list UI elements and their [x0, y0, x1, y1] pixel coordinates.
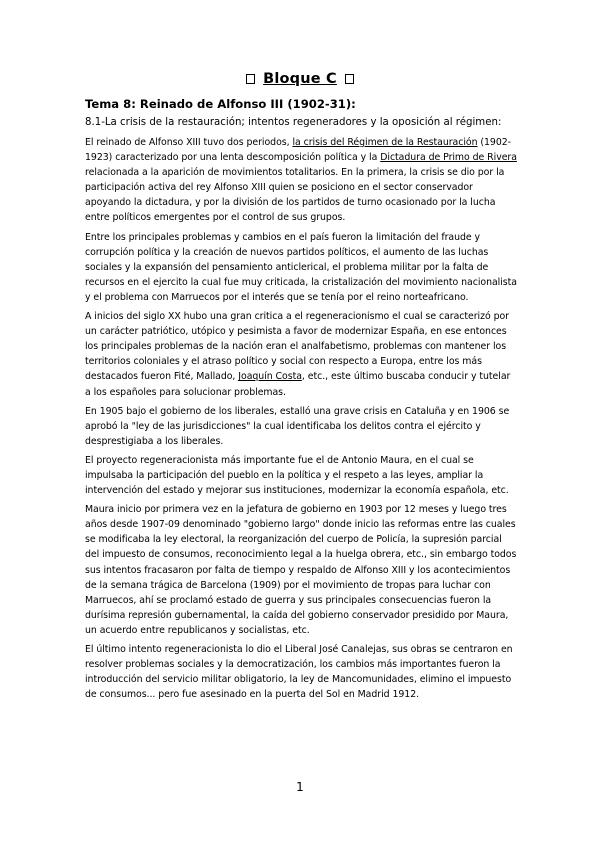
section-heading: Tema 8: Reinado de Alfonso III (1902-31): — [85, 97, 356, 111]
checkbox-glyph-icon — [246, 74, 255, 84]
paragraph-text: , etc., este último buscaba conducir y tutelar a los españoles para solucionar problemas. — [85, 371, 511, 398]
paragraph-text: El reinado de Alfonso XIII tuvo dos periodos, — [85, 137, 293, 148]
paragraph: Entre los principales problemas y cambios en el país fueron la limitación del fraude y corrupción política y la creación de nuevos partidos políticos, el aumento de las luchas sociales y la expansión del pensamiento anticlerical, el problema militar por la falta de recursos en el ejercito la cual fue muy criticada, la cristalización del movimiento nacionalista y el problema con Marruecos por el interés que se tenía por el reino norteafricano. — [85, 231, 517, 303]
underlined-term: Dictadura de Primo de Rivera — [380, 152, 517, 164]
underlined-term: la crisis del Régimen de la Restauración — [292, 137, 478, 148]
checkbox-glyph-icon — [345, 74, 354, 84]
title-text: Bloque C — [263, 71, 337, 87]
paragraph: En 1905 bajo el gobierno de los liberales, estalló una grave crisis en Cataluña y en 1906 se aprobó la "ley de las jurisdicciones" la cual identificaba los delitos contra el ejército y desprestigiaba a los liberales. — [85, 405, 510, 447]
paragraph: El último intento regeneracionista lo dio el Liberal José Canalejas, sus obras se centraron en resolver problemas sociales y la democratización, los cambios más importantes fueron la introducción del servicio militar obligatorio, la ley de Mancomunidades, elimino el impuesto de consumos... pero fue asesinado en la puerta del Sol en Madrid 1912. — [85, 644, 513, 701]
paragraph: El proyecto regeneracionista más importante fue el de Antonio Maura, en el cual se impulsaba la participación del pueblo en la política y el respeto a las leyes, ampliar la intervención del estado y mejorar sus instituciones, modernizar la economía española, etc. — [85, 454, 509, 497]
paragraph: Maura inicio por primera vez en la jefatura de gobierno en 1903 por 12 meses y luego tres años desde 1907-09 denominado "gobierno largo" donde inicio las reformas entre las cuales se modificaba la ley electoral, la reorganización del cuerpo de Policía, la supresión parcial del impuesto de consumos, reconocimiento legal a la huelga obrera, etc., sin embargo todos sus intentos fracasaron por falta de tiempo y respaldo de Alfonso XIII y los acontecimientos de la semana trágica de Barcelona (1909) por el movimiento de tropas para luchar con Marruecos, ahí se proclamó estado de guerra y sus principales consecuencias fueron la durísima represión gubernamental, la caída del gobierno conservador presidido por Maura, un acuerdo entre republicanos y socialistas, etc. — [85, 504, 517, 636]
paragraph-text: (1902-1923) caracterizado por una lenta descomposición política y la — [85, 137, 511, 164]
subsection-heading: 8.1-La crisis de la restauración; intentos regeneradores y la oposición al régimen: — [85, 117, 502, 128]
page-number: 1 — [296, 780, 304, 794]
body-text — [85, 135, 517, 706]
paragraph — [85, 309, 517, 400]
paragraph — [85, 135, 517, 226]
paragraph-text: A inicios del siglo XX hubo una gran critica a el regeneracionismo el cual se caracterizó por un carácter patriótico, utópico y pesimista a favor de modernizar España, en ese entonces los principales problemas de la nación eran el analfabetismo, problemas con mantener los territorios coloniales y el atraso político y social con respecto a Europa, entre los más destacados fueron Fité, Mallado, — [85, 311, 509, 383]
underlined-term: Joaquín Costa — [238, 371, 302, 383]
page-title — [0, 71, 600, 87]
paragraph-text: relacionada a la aparición de movimientos totalitarios. En la primera, la crisis se dio por la participación activa del rey Alfonso XIII quien se posiciono en el sector conservador apoyando la dictadura, y por la división de los partidos de turno ocasionado por la lucha entre políticos emergentes por el control de sus grupos. — [85, 167, 505, 224]
